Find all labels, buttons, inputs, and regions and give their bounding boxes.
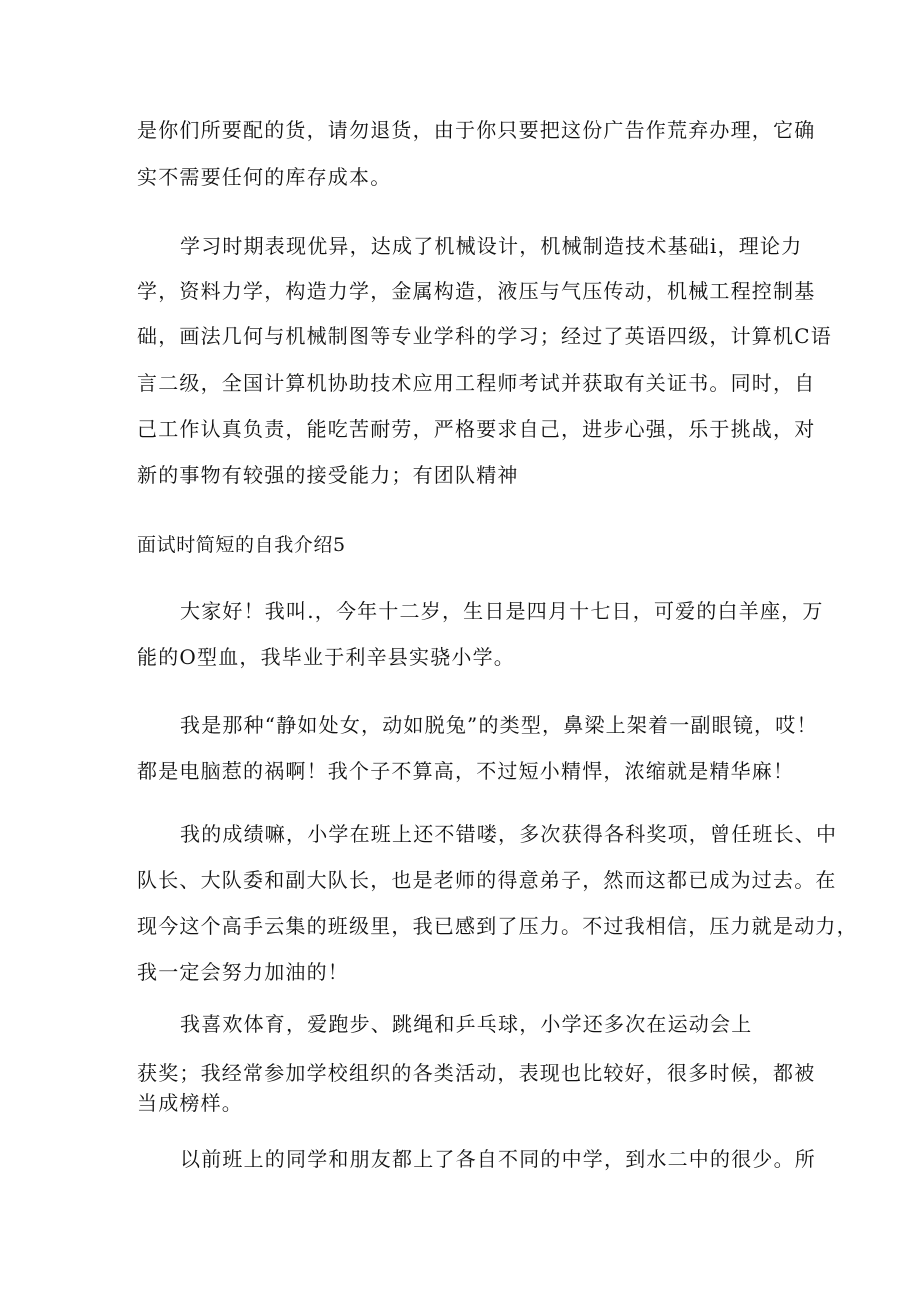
text-line: 队长、大队委和副大队长，也是老师的得意弟子，然而这都已成为过去。在 bbox=[137, 868, 837, 892]
text-line: 础，画法几何与机械制图等专业学科的学习；经过了英语四级，计算机C语 bbox=[137, 324, 832, 348]
text-line: 学习时期表现优异，达成了机械设计，机械制造技术基础i，理论力 bbox=[180, 234, 803, 258]
section-heading: 面试时简短的自我介绍5 bbox=[137, 534, 346, 556]
text-line: 我喜欢体育，爱跑步、跳绳和乒乓球，小学还多次在运动会上 bbox=[180, 1012, 753, 1036]
text-line: 能的O型血，我毕业于利辛县实骁小学。 bbox=[137, 645, 515, 669]
text-line: 大家好！我叫.，今年十二岁，生日是四月十七日，可爱的白羊座，万 bbox=[180, 599, 824, 623]
text-line: 己工作认真负责，能吃苦耐劳，严格要求自己，进步心强，乐于挑战，对 bbox=[137, 417, 816, 441]
text-line: 以前班上的同学和朋友都上了各自不同的中学，到水二中的很少。所 bbox=[180, 1147, 816, 1171]
text-line: 现今这个高手云集的班级里，我已感到了压力。不过我相信，压力就是动力， bbox=[137, 914, 858, 938]
text-line: 学，资料力学，构造力学，金属构造，液压与气压传动，机械工程控制基 bbox=[137, 279, 816, 303]
text-line: 都是电脑惹的祸啊！我个子不算高，不过短小精悍，浓缩就是精华麻！ bbox=[137, 759, 795, 783]
text-line: 我一定会努力加油的！ bbox=[137, 960, 349, 984]
text-line: 实不需要任何的库存成本。 bbox=[137, 165, 392, 189]
text-line: 我的成绩嘛，小学在班上还不错喽，多次获得各科奖项，曾任班长、中 bbox=[180, 822, 838, 846]
text-line: 新的事物有较强的接受能力；有团队精神 bbox=[137, 463, 519, 487]
text-line: 我是那种“静如处女，动如脱兔”的类型，鼻梁上架着一副眼镜，哎！ bbox=[180, 713, 818, 737]
text-line: 是你们所要配的货，请勿退货，由于你只要把这份广告作荒弃办理，它确 bbox=[137, 118, 816, 142]
text-line: 获奖；我经常参加学校组织的各类活动，表现也比较好，很多时候，都被 bbox=[137, 1061, 816, 1085]
text-line: 当成榜样。 bbox=[137, 1091, 243, 1115]
text-line: 言二级，全国计算机协助技术应用工程师考试并获取有关证书。同时，自 bbox=[137, 371, 816, 395]
